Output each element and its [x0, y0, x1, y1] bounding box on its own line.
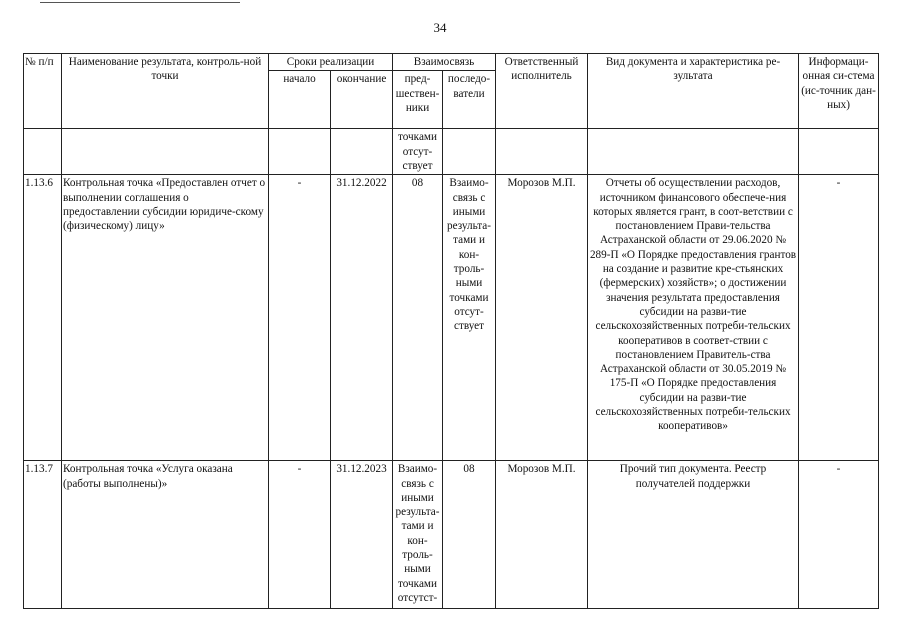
header-pred: пред-шествен-ники	[393, 71, 443, 129]
results-table	[23, 53, 879, 609]
header-doc-type: Вид документа и характеристика ре-зультата	[588, 54, 799, 129]
header-name: Наименование результата, контроль-ной точки	[62, 54, 269, 129]
row-responsible: Морозов М.П.	[496, 175, 588, 461]
cont-pred: точками отсут-ствует	[393, 129, 443, 175]
cont-end	[331, 129, 393, 175]
row-succ: Взаимо-связь с иными результа-тами и кон-троль-ными точками отсут-ствует	[443, 175, 496, 461]
row-num: 1.13.7	[24, 461, 62, 609]
row-start: -	[269, 461, 331, 609]
row-info: -	[799, 175, 879, 461]
row-name: Контрольная точка «Услуга оказана (работы выполнены)»	[62, 461, 269, 609]
row-name: Контрольная точка «Предоставлен отчет о выполнении соглашения о предоставлении субсидии юридиче-скому (физическому) лицу»	[62, 175, 269, 461]
header-responsible: Ответственный исполнитель	[496, 54, 588, 129]
row-end: 31.12.2023	[331, 461, 393, 609]
header-info-system: Информаци-онная си-стема (ис-точник дан-ных)	[799, 54, 879, 129]
row-pred: 08	[393, 175, 443, 461]
cont-num	[24, 129, 62, 175]
cont-responsible	[496, 129, 588, 175]
cont-doc	[588, 129, 799, 175]
header-terms: Сроки реализации	[269, 54, 393, 71]
table-row	[24, 175, 879, 461]
table-row	[24, 461, 879, 609]
top-rule	[40, 2, 240, 3]
row-succ: 08	[443, 461, 496, 609]
cont-succ	[443, 129, 496, 175]
header-num: № п/п	[24, 54, 62, 129]
cont-name	[62, 129, 269, 175]
header-succ: последо-ватели	[443, 71, 496, 129]
header-relation: Взаимосвязь	[393, 54, 496, 71]
header-row-1	[24, 54, 879, 71]
row-start: -	[269, 175, 331, 461]
header-start: начало	[269, 71, 331, 129]
cont-start	[269, 129, 331, 175]
header-end: окончание	[331, 71, 393, 129]
row-doc: Отчеты об осуществлении расходов, источником финансового обеспече-ния которых является грант, в соот-ветствии с постановлением Прави-тельства Астраханской области от 29.06.2020 № 289-П «О Порядке предоставления грантов на создание и развитие кре-стьянских (фермерских) хозяйств»; о достижении значения результата предоставления субсидии на разви-тие сельскохозяйственных потреби-тельских кооперативов в соответ-ствии с постановлением Правитель-ства Астраханской области от 30.05.2019 № 175-П «О Порядке предоставления субсидии на разви-тие сельскохозяйственных потреби-тельских кооперативов»	[588, 175, 799, 461]
row-info: -	[799, 461, 879, 609]
row-num: 1.13.6	[24, 175, 62, 461]
row-responsible: Морозов М.П.	[496, 461, 588, 609]
row-doc: Прочий тип документа. Реестр получателей поддержки	[588, 461, 799, 609]
row-end: 31.12.2022	[331, 175, 393, 461]
cont-info	[799, 129, 879, 175]
page-number: 34	[433, 20, 447, 35]
row-pred: Взаимо-связь с иными результа-тами и кон-троль-ными точками отсутст-	[393, 461, 443, 609]
continuation-row	[24, 129, 879, 175]
